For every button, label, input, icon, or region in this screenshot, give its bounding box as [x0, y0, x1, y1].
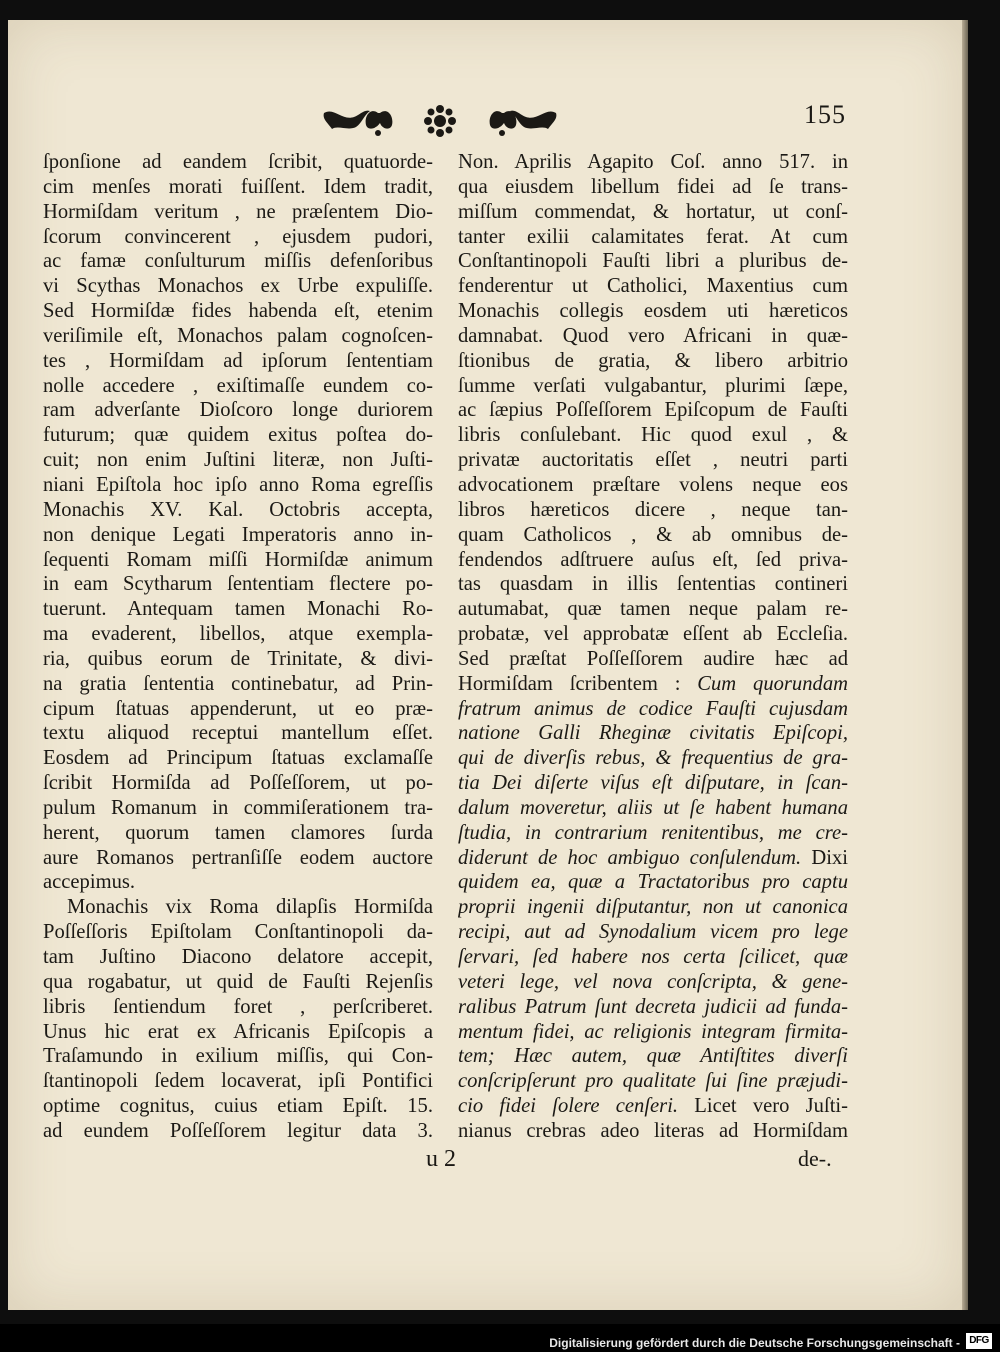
header-ornament [320, 103, 560, 139]
text-line: pulum Romanum in commiſerationem tra- [43, 796, 433, 819]
text-line: vi Scythas Monachos ex Urbe expuliſſe. [43, 275, 433, 298]
text-line: niani Epiſtola hoc ipſo anno Roma egreſſis [43, 473, 433, 496]
text-line: ac ſæpius Poſſeſſorem Epiſcopum de Fauſti [458, 399, 848, 422]
text-line: futurum; quæ quidem exitus poſtea do- [43, 424, 433, 447]
text-line: optime cognitus, cuius etiam Epiſt. 15. [43, 1095, 433, 1118]
text-line: quam Catholicos , & ab omnibus de- [458, 523, 848, 546]
text-line: ad eundem Poſſeſſorem legitur data 3. [43, 1119, 433, 1142]
text-line: privatæ auctoritatis eſſet , neutri parti [458, 449, 848, 472]
text-line: textu aliquod receptui mantellum eſſet. [43, 722, 433, 745]
text-line: dalum moveretur, aliis ut ſe habent humana [458, 796, 848, 819]
text-line: conſcripſerunt pro qualitate ſui ſine præjudi- [458, 1070, 848, 1093]
text-line: probatæ, vel approbatæ eſſent ab Eccleſia. [458, 623, 848, 646]
text-line: Unus hic erat ex Africanis Epiſcopis a [43, 1020, 433, 1043]
text-line: ſumme verſati vulgabantur, plurimi ſæpe, [458, 374, 848, 397]
text-line: damnabat. Quod vero Africani in quæ- [458, 324, 848, 347]
text-line: fendendos adſtruere auſus eſt, ſed priva- [458, 548, 848, 571]
text-line: ſtantinopoli ſedem locaverat, ipſi Pontifici [43, 1070, 433, 1093]
text-line: fratrum animus de codice Fauſti cujusdam [458, 697, 848, 720]
text-line: tanter exilii calamitates ferat. At cum [458, 225, 848, 248]
catchword: de-. [798, 1146, 832, 1171]
text-line: diderunt de hoc ambiguo conſulendum. Dixi [458, 846, 848, 869]
text-line: cim menſes morati fuiſſent. Idem tradit, [43, 175, 433, 198]
left-text-column [43, 150, 433, 1144]
text-line: ſequenti Romam miſſi Hormiſdæ animum [43, 548, 433, 571]
text-line: tuerunt. Antequam tamen Monachi Ro- [43, 598, 433, 621]
text-line: libris ſentiendum foret , perſcriberet. [43, 995, 433, 1018]
text-line: Traſamundo in exilium miſſis, qui Con- [43, 1045, 433, 1068]
text-line: natione Galli Rheginæ civitatis Epiſcopi, [458, 722, 848, 745]
footer-credit: Digitalisierung gefördert durch die Deutsche Forschungsgemeinschaft - [549, 1336, 960, 1350]
dfg-logo: DFG [966, 1333, 992, 1349]
text-line: Sed Hormiſdæ fides habenda eſt, etenim [43, 300, 433, 323]
text-line: cuit; non enim Juſtini literæ, non Juſti- [43, 449, 433, 472]
text-line: mentum fidei, ac religionis integram firmita- [458, 1020, 848, 1043]
text-line: ſtionibus de gratia, & libero arbitrio [458, 349, 848, 372]
text-line: nolle accedere , exiſtimaſſe eundem co- [43, 374, 433, 397]
text-line: qui de diverſis rebus, & frequentius de gra- [458, 747, 848, 770]
text-line: ram adverſante Dioſcoro longe duriorem [43, 399, 433, 422]
text-line: Monachis vix Roma dilapſis Hormiſda [67, 896, 433, 919]
text-line: non denique Legati Imperatoris anno in- [43, 523, 433, 546]
text-line: qua eiusdem libellum fidei ad ſe trans- [458, 175, 848, 198]
signature-mark: u 2 [426, 1146, 456, 1172]
text-line: Hormiſdam ſcribentem : Cum quorundam [458, 672, 848, 695]
text-line: ma evaderent, libellos, atque exempla- [43, 623, 433, 646]
text-line: nianus crebras adeo literas ad Hormiſdam [458, 1119, 848, 1142]
text-line: miſſum commendat, & hortatur, ut conſ- [458, 200, 848, 223]
text-line: quidem ea, quæ a Tractatoribus pro captu [458, 871, 848, 894]
right-text-column [458, 150, 848, 1144]
text-line: cipum ſtatuas appenderunt, ut eo præ- [43, 697, 433, 720]
text-line: libris conſulebant. Hic quod exul , & [458, 424, 848, 447]
text-line: in eam Scytharum ſententiam flectere po- [43, 573, 433, 596]
text-line: Sed præſtat Poſſeſſorem audire hæc ad [458, 647, 848, 670]
text-line: na gratia ſententia continebatur, ad Prin- [43, 672, 433, 695]
text-line: aure Romanos pertranſiſſe eodem auctore [43, 846, 433, 869]
text-line: Hormiſdam veritum , ne præſentem Dio- [43, 200, 433, 223]
text-line: veteri lege, vel nova conſcripta, & gene- [458, 970, 848, 993]
text-line: ſervari, ſed habere nos certa ſcilicet, quæ [458, 946, 848, 968]
text-line: tia Dei diſerte viſus eſt diſputare, in ſcan- [458, 772, 848, 795]
text-line: ralibus Patrum ſunt decreta judicii ad funda- [458, 995, 848, 1018]
text-line: libros hæreticos dicere , neque tan- [458, 498, 848, 521]
text-line: Poſſeſſoris Epiſtolam Conſtantinopoli da- [43, 921, 433, 944]
text-line: recipi, aut ad Synodalium vicem pro lege [458, 921, 848, 944]
text-line: autumabat, quæ tamen neque palam re- [458, 598, 848, 621]
text-line: tam Juſtino Diacono delatore accepit, [43, 946, 433, 968]
text-line: ſponſione ad eandem ſcribit, quatuorde- [43, 151, 433, 173]
text-line: cio fidei ſolere cenſeri. Licet vero Juſti- [458, 1095, 848, 1118]
text-line: Non. Aprilis Agapito Coſ. anno 517. in [458, 151, 848, 173]
text-line: Conſtantinopoli Fauſti libri a pluribus de- [458, 250, 848, 273]
text-line: proprii ingenii diſputantur, non ut canonica [458, 896, 848, 919]
text-line: Monachis collegis eosdem uti hæreticos [458, 300, 848, 323]
text-line: herent, quorum tamen clamores ſurda [43, 821, 433, 844]
text-line: advocationem præſtare volens neque eos [458, 473, 848, 496]
text-line: fenderentur ut Catholici, Maxentius cum [458, 275, 848, 298]
text-line: ſcorum convincerent , ejusdem pudori, [43, 225, 433, 248]
text-line: ac famæ conſulturum miſſis defenſoribus [43, 250, 433, 273]
text-line: ſcribit Hormiſda ad Poſſeſſorem, ut po- [43, 772, 433, 795]
text-line: tes , Hormiſdam ad ipſorum ſententiam [43, 349, 433, 372]
text-line: ria, quibus eorum de Trinitate, & divi- [43, 647, 433, 670]
text-line: accepimus. [43, 871, 136, 894]
text-line: Eosdem ad Principum ſtatuas exclamaſſe [43, 747, 433, 770]
text-line: qua rogabatur, ut quid de Fauſti Rejenſis [43, 970, 433, 993]
page-number: 155 [804, 100, 846, 129]
text-line: veriſimile eſt, Monachos palam cognoſcen- [43, 324, 433, 347]
text-line: tem; Hæc autem, quæ Antiſtites diverſi [458, 1045, 848, 1068]
text-line: tas quasdam in illis ſententias contineri [458, 573, 848, 596]
text-line: Monachis XV. Kal. Octobris accepta, [43, 498, 433, 521]
page-edge [962, 20, 968, 1310]
text-line: ſtudia, in contrarium renitentibus, me cre- [458, 821, 848, 844]
